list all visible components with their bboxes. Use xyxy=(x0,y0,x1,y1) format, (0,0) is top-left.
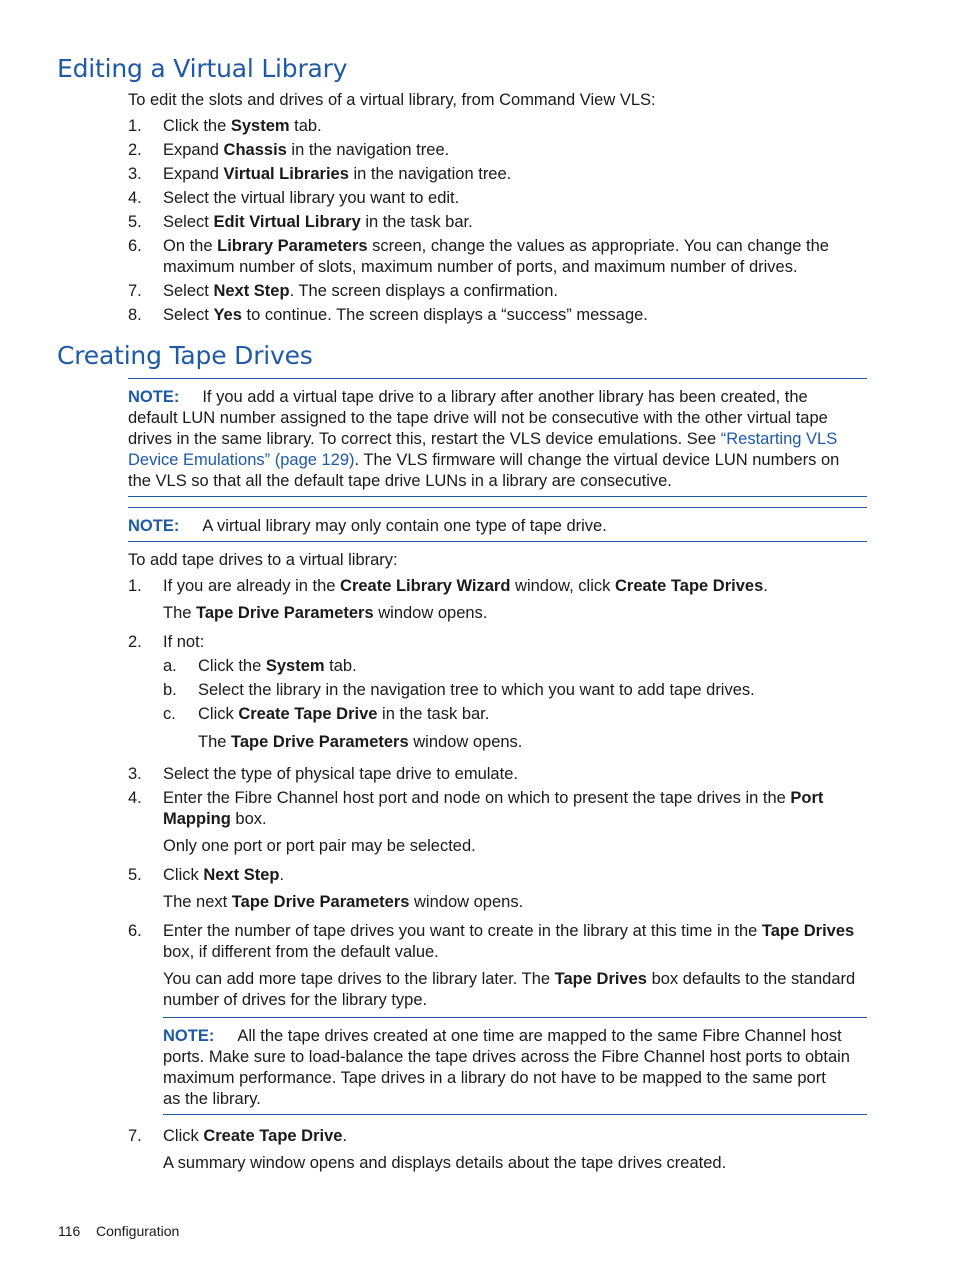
footer-section-title: Configuration xyxy=(96,1223,180,1239)
intro-text: To edit the slots and drives of a virtual library, from Command View VLS: xyxy=(128,91,656,109)
list-item: Click Next Step. xyxy=(163,866,285,884)
note-top-rule xyxy=(163,1017,867,1018)
list-item: Select Yes to continue. The screen displays a “success” message. xyxy=(163,306,648,324)
note-line: Device Emulations” (page 129). The VLS firmware will change the virtual device LUN numbers on xyxy=(128,451,840,469)
note-label: NOTE: xyxy=(128,517,180,535)
step-result: A summary window opens and displays details about the tape drives created. xyxy=(163,1154,727,1172)
list-item-continuation: Mapping box. xyxy=(163,810,267,828)
list-item: If not: xyxy=(163,633,205,651)
note-line: default LUN number assigned to the tape drive will not be consecutive with the other virtual tape xyxy=(128,409,828,427)
substep-letter: b. xyxy=(163,681,177,699)
step-result: The next Tape Drive Parameters window opens. xyxy=(163,893,524,911)
substep-letter: a. xyxy=(163,657,177,675)
step-result: Only one port or port pair may be selected. xyxy=(163,837,476,855)
note-bottom-rule xyxy=(128,541,867,542)
list-item: On the Library Parameters screen, change the values as appropriate. You can change the xyxy=(163,237,829,255)
note-bottom-rule xyxy=(163,1114,867,1115)
substep-item: Select the library in the navigation tree to which you want to add tape drives. xyxy=(198,681,755,699)
list-item-continuation: maximum number of slots, maximum number of ports, and maximum number of drives. xyxy=(163,258,798,276)
list-item: Select Edit Virtual Library in the task bar. xyxy=(163,213,473,231)
substep-item: Click the System tab. xyxy=(198,657,357,675)
note-line: NOTE: If you add a virtual tape drive to a library after another library has been created, the xyxy=(128,388,808,406)
note-top-rule xyxy=(128,507,867,508)
step-number: 8. xyxy=(128,306,142,324)
note-line: ports. Make sure to load-balance the tape drives across the Fibre Channel host ports to obtain xyxy=(163,1048,850,1066)
step-number: 7. xyxy=(128,1127,142,1145)
note-label: NOTE: xyxy=(163,1027,215,1045)
step-number: 6. xyxy=(128,922,142,940)
substep-item: Click Create Tape Drive in the task bar. xyxy=(198,705,490,723)
step-result: You can add more tape drives to the library later. The Tape Drives box defaults to the standard xyxy=(163,970,856,988)
note-line: the VLS so that all the default tape drive LUNs in a library are consecutive. xyxy=(128,472,672,490)
step-number: 3. xyxy=(128,765,142,783)
list-item: Click the System tab. xyxy=(163,117,322,135)
list-item: Expand Virtual Libraries in the navigation tree. xyxy=(163,165,512,183)
note-line: NOTE: A virtual library may only contain one type of tape drive. xyxy=(128,517,607,535)
step-number: 5. xyxy=(128,213,142,231)
step-number: 2. xyxy=(128,633,142,651)
note-line: maximum performance. Tape drives in a library do not have to be mapped to the same port xyxy=(163,1069,826,1087)
section-heading-editing: Editing a Virtual Library xyxy=(57,54,348,83)
step-result: The Tape Drive Parameters window opens. xyxy=(198,733,523,751)
step-number: 7. xyxy=(128,282,142,300)
step-number: 1. xyxy=(128,577,142,595)
cross-reference-link[interactable]: “Restarting VLS xyxy=(720,430,838,448)
page-number: 116 xyxy=(58,1223,81,1239)
list-item: Select the virtual library you want to edit. xyxy=(163,189,460,207)
intro-text: To add tape drives to a virtual library: xyxy=(128,551,398,569)
step-number: 2. xyxy=(128,141,142,159)
list-item: Click Create Tape Drive. xyxy=(163,1127,348,1145)
note-bottom-rule xyxy=(128,496,867,497)
note-label: NOTE: xyxy=(128,388,180,406)
list-item: If you are already in the Create Library Wizard window, click Create Tape Drives. xyxy=(163,577,768,595)
list-item: Enter the number of tape drives you want to create in the library at this time in the Tape Drives xyxy=(163,922,855,940)
step-number: 1. xyxy=(128,117,142,135)
step-number: 5. xyxy=(128,866,142,884)
substep-letter: c. xyxy=(163,705,176,723)
list-item: Select the type of physical tape drive to emulate. xyxy=(163,765,518,783)
list-item: Select Next Step. The screen displays a confirmation. xyxy=(163,282,558,300)
step-result-continuation: number of drives for the library type. xyxy=(163,991,428,1009)
note-line: as the library. xyxy=(163,1090,261,1108)
note-line: drives in the same library. To correct this, restart the VLS device emulations. See “Restarting VLS xyxy=(128,430,838,448)
list-item: Enter the Fibre Channel host port and node on which to present the tape drives in the Port xyxy=(163,789,824,807)
list-item: Expand Chassis in the navigation tree. xyxy=(163,141,450,159)
cross-reference-link[interactable]: Device Emulations” (page 129) xyxy=(128,451,355,469)
note-line: NOTE: All the tape drives created at one time are mapped to the same Fibre Channel host xyxy=(163,1027,842,1045)
step-number: 6. xyxy=(128,237,142,255)
note-top-rule xyxy=(128,378,867,379)
step-number: 4. xyxy=(128,789,142,807)
section-heading-creating: Creating Tape Drives xyxy=(57,341,313,370)
step-number: 3. xyxy=(128,165,142,183)
step-result: The Tape Drive Parameters window opens. xyxy=(163,604,488,622)
step-number: 4. xyxy=(128,189,142,207)
list-item-continuation: box, if different from the default value. xyxy=(163,943,439,961)
